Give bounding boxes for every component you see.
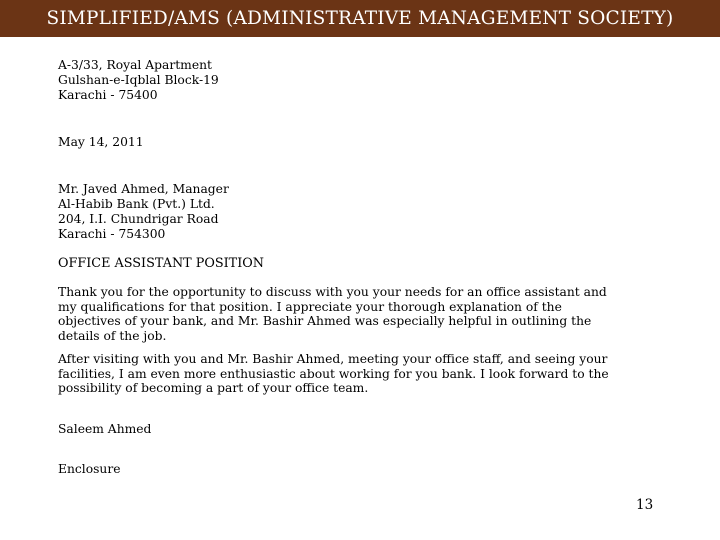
- recipient-address-line: Al-Habib Bank (Pvt.) Ltd.: [58, 197, 215, 211]
- body-paragraph: Thank you for the opportunity to discuss with you your needs for an office assistant and my qualifications for that position. I appreciate your thorough explanation of the objectives of your bank, and Mr. Bashir Ahmed was especially helpful in outlining the details of the job.: [58, 285, 607, 343]
- page-title: SIMPLIFIED/AMS (ADMINISTRATIVE MANAGEMENT SOCIETY): [46, 8, 674, 29]
- sender-address-line: Karachi - 75400: [58, 88, 158, 102]
- body-paragraph: After visiting with you and Mr. Bashir Ahmed, meeting your office staff, and seeing your facilities, I am even more enthusiastic about working for you bank. I look forward to the possibility of becoming a part of your office team.: [58, 352, 609, 395]
- letter-date: May 14, 2011: [58, 135, 144, 149]
- enclosure-note: Enclosure: [58, 461, 121, 476]
- recipient-address: [58, 182, 618, 242]
- recipient-address-line: 204, I.I. Chundrigar Road: [58, 212, 219, 226]
- sender-address-line: Gulshan-e-Iqblal Block-19: [58, 73, 219, 87]
- signature: Saleem Ahmed: [58, 421, 152, 436]
- recipient-address-line: Mr. Javed Ahmed, Manager: [58, 182, 229, 196]
- sender-address-line: A-3/33, Royal Apartment: [58, 58, 212, 72]
- page-number: 13: [636, 497, 654, 513]
- letter-body: [58, 58, 618, 477]
- letter-subject: OFFICE ASSISTANT POSITION: [58, 256, 264, 271]
- sender-address: [58, 58, 618, 103]
- recipient-address-line: Karachi - 754300: [58, 227, 166, 241]
- title-bar: [0, 0, 720, 37]
